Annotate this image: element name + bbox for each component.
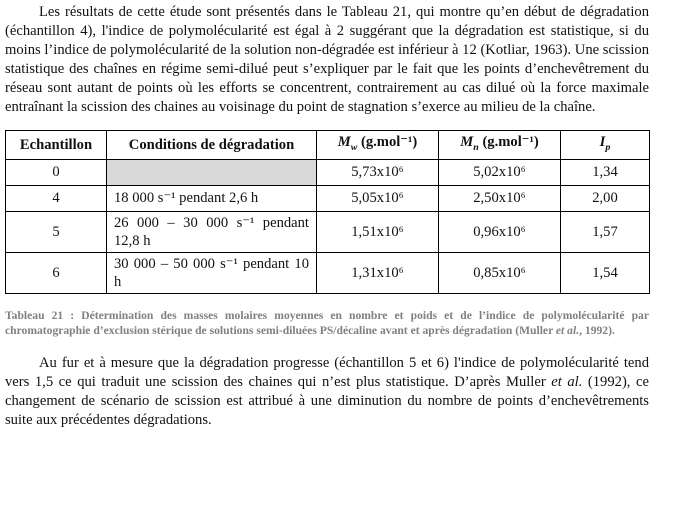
- cell-mn: 0,85x10⁶: [439, 252, 561, 293]
- et-al-italic: et al.: [555, 324, 580, 338]
- et-al-italic: et al.: [551, 373, 583, 390]
- table-header-row: [6, 131, 650, 160]
- results-table: [5, 130, 650, 294]
- cell-mw: 1,51x10⁶: [317, 211, 439, 252]
- cell-ip: 2,00: [561, 185, 650, 211]
- cell-conditions: 18 000 s⁻¹ pendant 2,6 h: [107, 185, 317, 211]
- column-header-mw: $M_w$ (g.mol⁻¹): [317, 131, 439, 160]
- cell-conditions: 26 000 – 30 000 s⁻¹ pendant 12,8 h: [107, 211, 317, 252]
- column-header-ip: $I_p$: [561, 131, 650, 160]
- intro-paragraph: Les résultats de cette étude sont présentés dans le Tableau 21, qui montre qu’en début de dégradation (échantillon 4), l'indice de polymolécularité est égal à 2 suggérant que la dégradation est statistique, si du moins l’indice de polymolécularité de la solution non-dégradée est inférieur à 12 (Kotliar, 1963). Une scission statistique des chaînes en régime semi-dilué peut s’expliquer par le fait que les points d’enchevêtrement du réseau sont autant de points où les efforts se concentrent, contrairement au cas dilué où la force maximale entraînant la scission des chaines au voisinage du point de stagnation s’exerce au milieu de la chaîne.: [5, 4, 649, 115]
- cell-mw: 5,73x10⁶: [317, 159, 439, 185]
- cell-echantillon: 0: [6, 159, 107, 185]
- table-caption: Tableau 21 : Détermination des masses molaires moyennes en nombre et poids et de l’indice de polymolécularité par chromatographie d’exclusion stérique de solutions semi-diluées PS/décaline avant et après dégradation (Muller et al., 1992).: [5, 308, 649, 338]
- cell-mn: 2,50x10⁶: [439, 185, 561, 211]
- cell-echantillon: 4: [6, 185, 107, 211]
- cell-ip: 1,57: [561, 211, 650, 252]
- cell-mw: 1,31x10⁶: [317, 252, 439, 293]
- column-header-echantillon: Echantillon: [6, 131, 107, 160]
- table-row-0: [6, 159, 650, 185]
- cell-ip: 1,54: [561, 252, 650, 293]
- cell-ip: 1,34: [561, 159, 650, 185]
- table-row-4: [6, 185, 650, 211]
- cell-mw: 5,05x10⁶: [317, 185, 439, 211]
- shaded-cell: [107, 159, 317, 185]
- cell-echantillon: 6: [6, 252, 107, 293]
- column-header-conditions: Conditions de dégradation: [107, 131, 317, 160]
- cell-conditions: 30 000 – 50 000 s⁻¹ pendant 10 h: [107, 252, 317, 293]
- conclusion-paragraph: Au fur et à mesure que la dégradation progresse (échantillon 5 et 6) l'indice de polymolécularité tend vers 1,5 ce qui traduit une scission des chaines qui n’est plus statistique. D’après Muller et al. (1992), ce changement de scénario de scission est attribué à une diminution du nombre de points d’enchevêtrements suite aux précédentes dégradations.: [5, 354, 649, 428]
- table-row-6: [6, 252, 650, 293]
- table-row-5: [6, 211, 650, 252]
- column-header-mn: $M_n$ (g.mol⁻¹): [439, 131, 561, 160]
- cell-mn: 0,96x10⁶: [439, 211, 561, 252]
- cell-echantillon: 5: [6, 211, 107, 252]
- cell-mn: 5,02x10⁶: [439, 159, 561, 185]
